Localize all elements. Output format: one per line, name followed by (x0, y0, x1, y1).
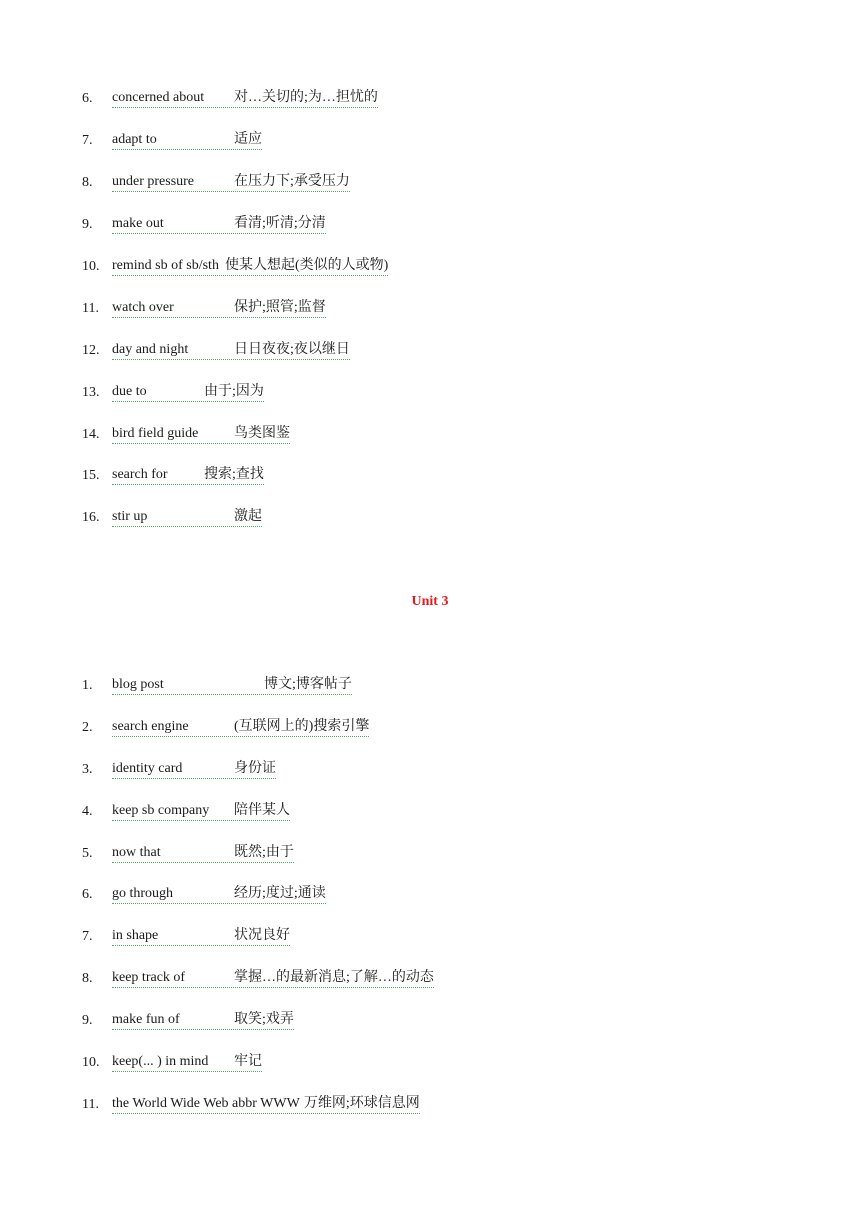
entry-meaning: 掌握…的最新消息;了解…的动态 (234, 970, 434, 985)
entry-phrase: blog post (112, 677, 164, 692)
entry-meaning: 既然;由于 (234, 845, 294, 860)
entry-text (112, 89, 378, 108)
entry-meaning: 陪伴某人 (234, 803, 290, 818)
entry-meaning: 对…关切的;为…担忧的 (234, 90, 378, 105)
entry-text (112, 760, 276, 779)
entry-number: 6. (82, 91, 93, 106)
entry-number: 16. (82, 510, 100, 525)
entry-phrase: in shape (112, 928, 159, 943)
entry-meaning: 身份证 (234, 761, 276, 776)
entry-text (112, 425, 290, 444)
entry-number: 8. (82, 175, 93, 190)
entry-text (112, 1053, 262, 1072)
entry-number: 9. (82, 217, 93, 232)
entry-text (112, 215, 326, 234)
entry-meaning: 牢记 (234, 1054, 262, 1069)
entry-text (112, 1011, 294, 1030)
entry-number: 8. (82, 971, 93, 986)
entry-number: 12. (82, 343, 100, 358)
entry-text (112, 718, 369, 737)
entry-phrase: under pressure (112, 174, 195, 189)
entry-text (112, 257, 388, 276)
entry-meaning: 看清;听清;分清 (234, 216, 326, 231)
entry-phrase: remind sb of sb/sth (112, 258, 219, 273)
entry-number: 3. (82, 762, 93, 777)
entry-meaning: 使某人想起(类似的人或物) (224, 258, 389, 273)
entry-number: 11. (82, 301, 99, 316)
entry-number: 1. (82, 678, 93, 693)
entry-text (112, 508, 262, 527)
entry-phrase: bird field guide (112, 426, 199, 441)
entry-phrase: stir up (112, 509, 148, 524)
entry-meaning: 日日夜夜;夜以继日 (234, 342, 350, 357)
unit-heading: Unit 3 (411, 594, 449, 609)
entry-meaning: 保护;照管;监督 (234, 300, 326, 315)
entry-meaning: 鸟类图鉴 (234, 426, 290, 441)
entry-meaning: 万维网;环球信息网 (303, 1096, 420, 1111)
entry-meaning: 取笑;戏弄 (234, 1012, 294, 1027)
entry-phrase: identity card (112, 761, 183, 776)
entry-text (112, 1095, 420, 1114)
entry-text (112, 927, 290, 946)
entry-number: 2. (82, 720, 93, 735)
entry-phrase: make out (112, 216, 164, 231)
entry-phrase: keep sb company (112, 803, 210, 818)
entry-phrase: adapt to (112, 132, 157, 147)
entry-phrase: concerned about (112, 90, 205, 105)
entry-number: 4. (82, 804, 93, 819)
entry-number: 15. (82, 468, 100, 483)
entry-number: 6. (82, 887, 93, 902)
entry-phrase: day and night (112, 342, 189, 357)
entry-text (112, 885, 326, 904)
entry-meaning: 由于;因为 (204, 384, 264, 399)
entry-text (112, 676, 352, 695)
entry-phrase: search for (112, 467, 168, 482)
entry-meaning: 适应 (234, 132, 262, 147)
entry-number: 11. (82, 1097, 99, 1112)
entry-phrase: keep track of (112, 970, 186, 985)
entry-number: 7. (82, 133, 93, 148)
entry-number: 10. (82, 1055, 100, 1070)
entry-text (112, 383, 264, 402)
entry-number: 7. (82, 929, 93, 944)
entry-number: 9. (82, 1013, 93, 1028)
entry-text (112, 131, 262, 150)
entry-phrase: make fun of (112, 1012, 180, 1027)
entry-phrase: watch over (112, 300, 174, 315)
entry-text (112, 341, 350, 360)
entry-meaning: 博文;博客帖子 (264, 677, 352, 692)
entry-number: 13. (82, 385, 100, 400)
entry-phrase: now that (112, 845, 161, 860)
entry-text (112, 466, 264, 485)
entry-meaning: 激起 (234, 509, 262, 524)
entry-text (112, 844, 294, 863)
entry-phrase: due to (112, 384, 147, 399)
entry-meaning: 状况良好 (234, 928, 290, 943)
entry-meaning: 经历;度过;通读 (234, 886, 326, 901)
entry-meaning: (互联网上的)搜索引擎 (234, 719, 370, 734)
entry-text (112, 173, 350, 192)
entry-phrase: the World Wide Web abbr WWW (112, 1096, 300, 1111)
entry-text (112, 299, 326, 318)
entry-text (112, 802, 290, 821)
entry-text (112, 969, 434, 988)
entry-meaning: 在压力下;承受压力 (234, 174, 350, 189)
entry-phrase: keep(... ) in mind (112, 1054, 209, 1069)
entry-number: 5. (82, 846, 93, 861)
entry-number: 10. (82, 259, 100, 274)
entry-number: 14. (82, 427, 100, 442)
entry-meaning: 搜索;查找 (204, 467, 264, 482)
entry-phrase: go through (112, 886, 174, 901)
entry-phrase: search engine (112, 719, 189, 734)
